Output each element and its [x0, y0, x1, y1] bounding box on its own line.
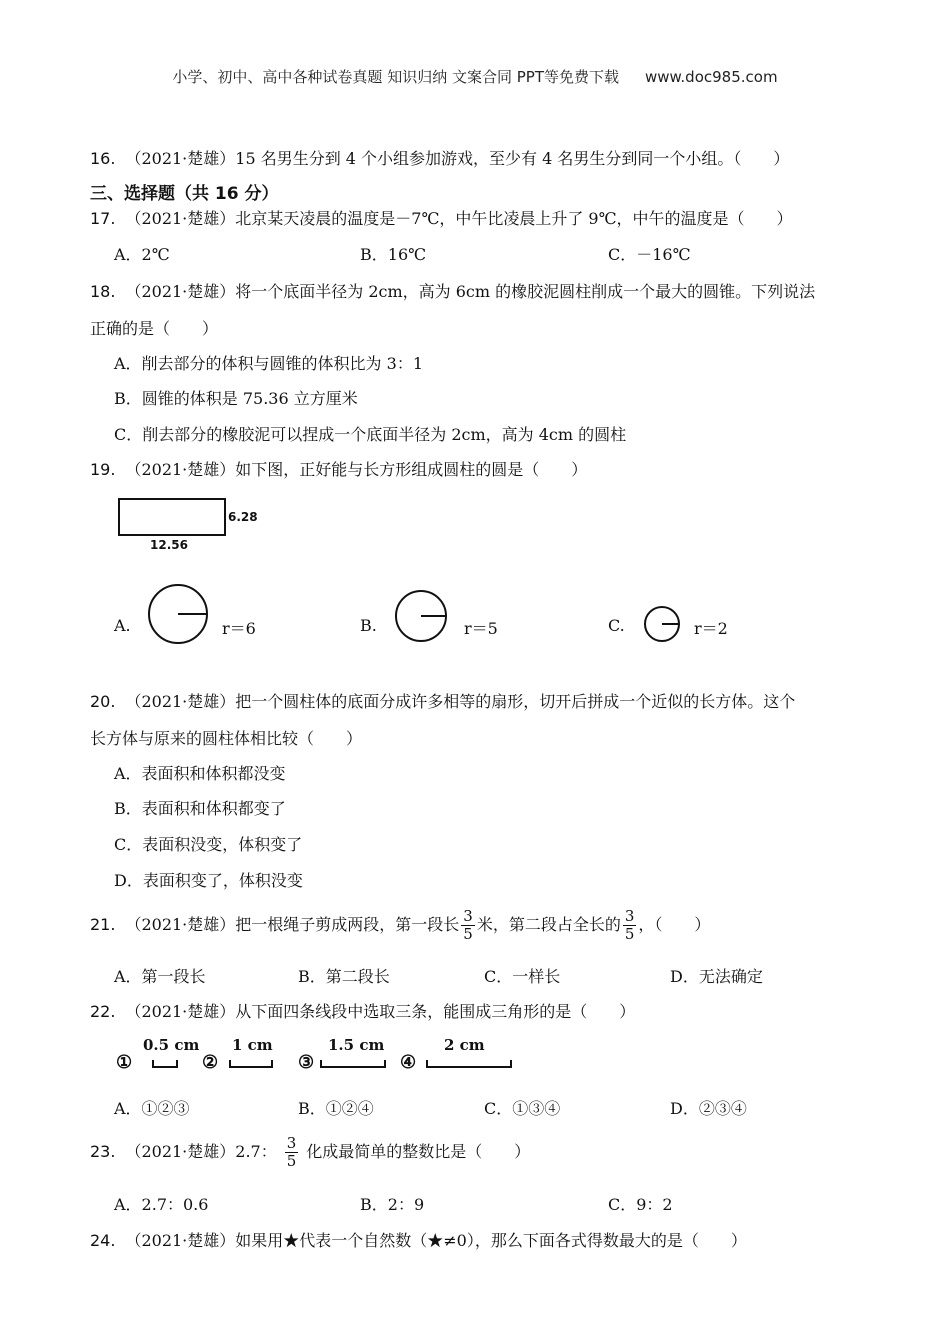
question-text: （2021·楚雄）如下图，正好能与长方形组成圆柱的圆是（ ）: [125, 460, 588, 479]
segment-1-marker: ①: [116, 1052, 133, 1073]
fraction-1-denominator: 5: [463, 925, 473, 943]
question-text: （2021·楚雄）从下面四条线段中选取三条，能围成三角形的是（ ）: [125, 1002, 636, 1021]
q17-option-c: C．－16℃: [608, 245, 691, 264]
q18-option-c: C．削去部分的橡胶泥可以捏成一个底面半径为 2cm，高为 4cm 的圆柱: [114, 425, 627, 444]
segment-3: [320, 1060, 386, 1068]
q21-option-d: D．无法确定: [670, 967, 763, 986]
question-text-part1: （2021·楚雄）把一根绳子剪成两段，第一段长: [125, 915, 460, 934]
segment-4-marker: ④: [400, 1052, 417, 1073]
question-number: 19.: [90, 460, 116, 479]
q23-option-a: A．2.7：0.6: [114, 1195, 209, 1214]
segment-4: [426, 1060, 512, 1068]
header-text: 小学、初中、高中各种试卷真题 知识归纳 文案合同 PPT等免费下载: [172, 68, 619, 86]
fraction-denominator: 5: [286, 1152, 297, 1170]
question-text: （2021·楚雄）15 名男生分到 4 个小组参加游戏，至少有 4 名男生分到同一个小组。（ ）: [125, 149, 790, 168]
q21-option-a: A．第一段长: [114, 967, 206, 986]
question-20: [90, 689, 795, 712]
question-18: [90, 279, 815, 302]
q19-option-b-radius: r＝5: [464, 619, 498, 638]
q18-option-a: A．削去部分的体积与圆锥的体积比为 3：1: [114, 354, 424, 373]
circle-a: [146, 583, 214, 645]
question-24: [90, 1228, 747, 1251]
fraction: [285, 1136, 299, 1169]
q22-option-a: A．①②③: [114, 1099, 190, 1118]
q20-option-d: D．表面积变了，体积没变: [114, 871, 303, 890]
q23-option-c: C．9：2: [608, 1195, 673, 1214]
q19-option-c-radius: r＝2: [694, 619, 728, 638]
segment-1: [152, 1060, 178, 1068]
section-heading: 三、选择题（共 16 分）: [90, 184, 279, 204]
q22-option-b: B．①②④: [298, 1099, 374, 1118]
segment-2: [229, 1060, 273, 1068]
q17-option-a: A．2℃: [114, 245, 170, 264]
question-number: 20.: [90, 692, 116, 711]
rectangle-figure: [118, 498, 226, 536]
fraction-2: [623, 909, 637, 942]
circle-c: [640, 604, 686, 644]
q21-option-b: B．第二段长: [298, 967, 390, 986]
question-22: [90, 999, 635, 1022]
q18-option-b: B．圆锥的体积是 75.36 立方厘米: [114, 389, 358, 408]
segment-3-marker: ③: [298, 1052, 315, 1073]
q20-option-b: B．表面积和体积都变了: [114, 799, 286, 818]
segment-1-label: 0.5 cm: [143, 1036, 200, 1054]
q20-option-c: C．表面积没变，体积变了: [114, 835, 303, 854]
fraction-2-numerator: 3: [624, 907, 635, 925]
rectangle-length-label: 12.56: [150, 538, 188, 552]
question-20-line2: 长方体与原来的圆柱体相比较（ ）: [90, 729, 363, 748]
question-text: （2021·楚雄）如果用★代表一个自然数（★≠0），那么下面各式得数最大的是（ ）: [125, 1231, 747, 1250]
q21-option-c: C．一样长: [484, 967, 561, 986]
question-number: 22.: [90, 1002, 116, 1021]
q19-option-a-label: A.: [114, 616, 131, 635]
question-text-line1: （2021·楚雄）把一个圆柱体的底面分成许多相等的扇形，切开后拼成一个近似的长方体。这个: [125, 692, 796, 711]
segment-4-label: 2 cm: [444, 1036, 485, 1054]
fraction-1: [461, 909, 475, 942]
q19-option-c-label: C.: [608, 616, 625, 635]
q19-option-a-radius: r＝6: [222, 619, 256, 638]
fraction-2-denominator: 5: [624, 925, 635, 943]
question-text: （2021·楚雄）北京某天凌晨的温度是－7℃，中午比凌晨上升了 9℃，中午的温度是（ ）: [125, 209, 793, 228]
question-number: 24.: [90, 1231, 116, 1250]
question-number: 18.: [90, 282, 116, 301]
segment-2-label: 1 cm: [232, 1036, 273, 1054]
segment-3-label: 1.5 cm: [328, 1036, 385, 1054]
question-text-part2: 米，第二段占全长的: [476, 915, 621, 934]
fraction-1-numerator: 3: [463, 907, 473, 925]
question-text-part3: ，（ ）: [638, 915, 711, 934]
q20-option-a: A．表面积和体积都没变: [114, 764, 286, 783]
question-16: [90, 146, 789, 169]
question-19: [90, 457, 587, 480]
question-number: 21.: [90, 915, 116, 934]
question-text-line1: （2021·楚雄）将一个底面半径为 2cm，高为 6cm 的橡胶泥圆柱削成一个最大的圆锥。下列说法: [125, 282, 816, 301]
q22-option-c: C．①③④: [484, 1099, 561, 1118]
question-23: [90, 1130, 530, 1174]
header-site: www.doc985.com: [644, 68, 778, 86]
question-text-part2: 化成最简单的整数比是（ ）: [306, 1142, 531, 1161]
segment-2-marker: ②: [202, 1052, 219, 1073]
question-number: 23.: [90, 1142, 116, 1161]
question-21: [90, 903, 710, 947]
question-number: 17.: [90, 209, 116, 228]
q19-option-b-label: B.: [360, 616, 377, 635]
q17-option-b: B．16℃: [360, 245, 427, 264]
q22-option-d: D．②③④: [670, 1099, 747, 1118]
rectangle-height-label: 6.28: [228, 510, 258, 524]
question-number: 16.: [90, 149, 116, 168]
question-18-line2: 正确的是（ ）: [90, 319, 219, 338]
circle-b: [392, 589, 452, 643]
page-header: [0, 66, 950, 87]
question-text-part1: （2021·楚雄）2.7：: [125, 1142, 277, 1161]
question-17: [90, 206, 793, 229]
q23-option-b: B．2：9: [360, 1195, 425, 1214]
fraction-numerator: 3: [286, 1134, 297, 1152]
